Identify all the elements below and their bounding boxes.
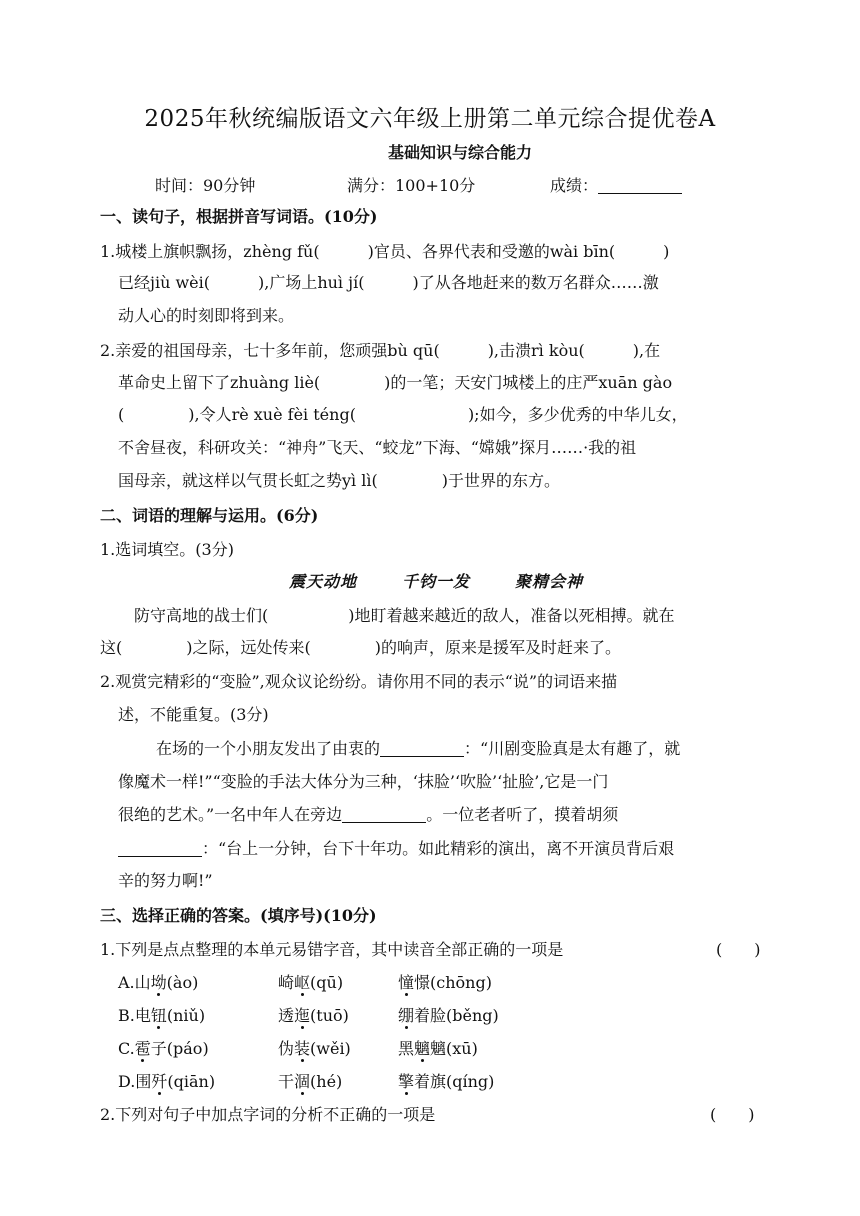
s1-q2-line-4: 不舍昼夜，科研攻关：“神舟”飞天、“蛟龙”下海、“嫦娥”探月……·我的祖 xyxy=(118,438,637,457)
s1-q1-line-2: 已经jiù wèi( ),广场上huì jí( )了从各地赶来的数万名群众……激 xyxy=(118,273,659,292)
option-text: 干 xyxy=(278,1072,295,1091)
answer-blank-3[interactable] xyxy=(118,840,202,857)
s2-q1-line-2: 这( )之际，远处传来( )的响声，原来是援军及时赶来了。 xyxy=(100,638,621,657)
dotted-char: 雹 xyxy=(134,1039,151,1058)
option-text: 着脸(běng) xyxy=(414,1006,499,1025)
grade-text: 成绩： xyxy=(550,176,599,195)
option-b-item-1 xyxy=(118,1005,205,1027)
word-choice-2: 千钧一发 xyxy=(402,572,471,591)
option-d-item-1 xyxy=(118,1071,215,1093)
option-text: 透 xyxy=(278,1006,295,1025)
option-text: D.围 xyxy=(118,1072,152,1091)
dotted-char: 岖 xyxy=(294,973,311,992)
option-a-item-1 xyxy=(118,972,198,994)
s2-q2-line-1: 2.观赏完精彩的“变脸”,观众议论纷纷。请你用不同的表示“说”的词语来描 xyxy=(100,672,618,691)
dotted-char: 憧 xyxy=(398,973,415,992)
time-label: 时间：90分钟 xyxy=(155,176,256,195)
option-c-item-1 xyxy=(118,1038,209,1060)
option-text: 魑(xū) xyxy=(430,1039,478,1058)
option-a-item-2 xyxy=(278,972,343,994)
dotted-char: 坳 xyxy=(150,973,167,992)
s2-para-line-4 xyxy=(118,838,674,860)
answer-blank-2[interactable] xyxy=(342,806,426,823)
s1-q2-line-3: ( ),令人rè xuè fèi téng( );如今，多少优秀的中华儿女， xyxy=(118,405,688,424)
s2-q1-label: 1.选词填空。(3分) xyxy=(100,540,234,559)
s1-q2-line-1: 2.亲爱的祖国母亲，七十多年前，您顽强bù qū( ),击溃rì kòu( ),在 xyxy=(100,341,661,360)
option-text: (hé) xyxy=(310,1072,343,1091)
s2-q1-line-1: 防守高地的战士们( )地盯着越来越近的敌人，准备以死相搏。就在 xyxy=(134,606,675,625)
option-a-item-3 xyxy=(398,972,492,994)
para-text: ：“川剧变脸真是太有趣了，就 xyxy=(464,739,681,758)
option-text: 着旗(qíng) xyxy=(414,1072,495,1091)
option-text: A.山 xyxy=(118,973,151,992)
option-b-item-2 xyxy=(278,1005,349,1027)
option-text: C. xyxy=(118,1039,135,1058)
grade-blank[interactable] xyxy=(598,177,682,194)
s2-para-line-3 xyxy=(118,804,618,826)
para-text: ：“台上一分钟，台下十年功。如此精彩的演出，离不开演员背后艰 xyxy=(202,839,675,858)
word-choice-1: 震天动地 xyxy=(289,572,358,591)
s2-q2-line-2: 述，不能重复。(3分) xyxy=(118,705,269,724)
dotted-char: 擎 xyxy=(398,1072,415,1091)
exam-meta xyxy=(0,173,860,197)
dotted-char: 涸 xyxy=(294,1072,311,1091)
s2-para-line-2: 像魔术一样!”“变脸的手法大体分为三种，‘抹脸’‘吹脸’‘扯脸’,它是一门 xyxy=(118,772,609,791)
s1-q2-line-5: 国母亲，就这样以气贯长虹之势yì lì( )于世界的东方。 xyxy=(118,471,560,490)
option-text: (wěi) xyxy=(310,1039,351,1058)
s2-para-line-1 xyxy=(156,738,680,760)
section-3-heading: 三、选择正确的答案。(填序号)(10分) xyxy=(100,906,377,925)
option-b-item-3 xyxy=(398,1005,499,1027)
dotted-char: 装 xyxy=(294,1039,311,1058)
para-text: 很绝的艺术。”一名中年人在旁边 xyxy=(118,805,343,824)
grade-label xyxy=(550,173,682,196)
s3-q2-answer-paren[interactable]: ( ) xyxy=(710,1105,755,1124)
s3-q1-answer-paren[interactable]: ( ) xyxy=(716,940,761,959)
s1-q2-line-2: 革命史上留下了zhuàng liè( )的一笔；天安门城楼上的庄严xuān gào xyxy=(118,373,673,392)
s1-q1-line-3: 动人心的时刻即将到来。 xyxy=(118,306,295,325)
option-text: (niǔ) xyxy=(166,1006,206,1025)
dotted-char: 钮 xyxy=(150,1006,167,1025)
option-c-item-2 xyxy=(278,1038,351,1060)
option-text: 子(páo) xyxy=(150,1039,209,1058)
dotted-char: 迤 xyxy=(294,1006,311,1025)
option-text: B.电 xyxy=(118,1006,151,1025)
option-d-item-2 xyxy=(278,1071,342,1093)
page-subtitle: 基础知识与综合能力 xyxy=(387,143,532,162)
dotted-char: 魑 xyxy=(414,1039,431,1058)
score-label: 满分：100+10分 xyxy=(347,176,476,195)
option-text: 崎 xyxy=(278,973,295,992)
s3-q1-stem: 1.下列是点点整理的本单元易错字音，其中读音全部正确的一项是 xyxy=(100,940,564,959)
answer-blank-1[interactable] xyxy=(380,740,464,757)
option-text: 黑 xyxy=(398,1039,415,1058)
word-choice-3: 聚精会神 xyxy=(515,572,584,591)
option-text: (tuō) xyxy=(310,1006,349,1025)
option-text: (qū) xyxy=(310,973,344,992)
page-title: 2025年秋统编版语文六年级上册第二单元综合提优卷A xyxy=(144,106,716,132)
option-text: 伪 xyxy=(278,1039,295,1058)
section-1-heading: 一、读句子，根据拼音写词语。(10分) xyxy=(100,207,378,226)
option-text: (qiān) xyxy=(167,1072,216,1091)
option-d-item-3 xyxy=(398,1071,494,1093)
option-text: 憬(chōng) xyxy=(414,973,492,992)
dotted-char: 歼 xyxy=(151,1072,168,1091)
para-text: 。一位老者听了，摸着胡须 xyxy=(426,805,619,824)
s3-q2-stem: 2.下列对句子中加点字词的分析不正确的一项是 xyxy=(100,1105,436,1124)
s1-q1-line-1: 1.城楼上旗帜飘扬，zhèng fǔ( )官员、各界代表和受邀的wài bīn( ) xyxy=(100,242,670,261)
option-text: (ào) xyxy=(166,973,199,992)
dotted-char: 绷 xyxy=(398,1006,415,1025)
option-c-item-3 xyxy=(398,1038,478,1060)
s2-para-line-5: 辛的努力啊!” xyxy=(118,871,213,890)
para-text: 在场的一个小朋友发出了由衷的 xyxy=(156,739,381,758)
section-2-heading: 二、词语的理解与运用。(6分) xyxy=(100,506,319,525)
